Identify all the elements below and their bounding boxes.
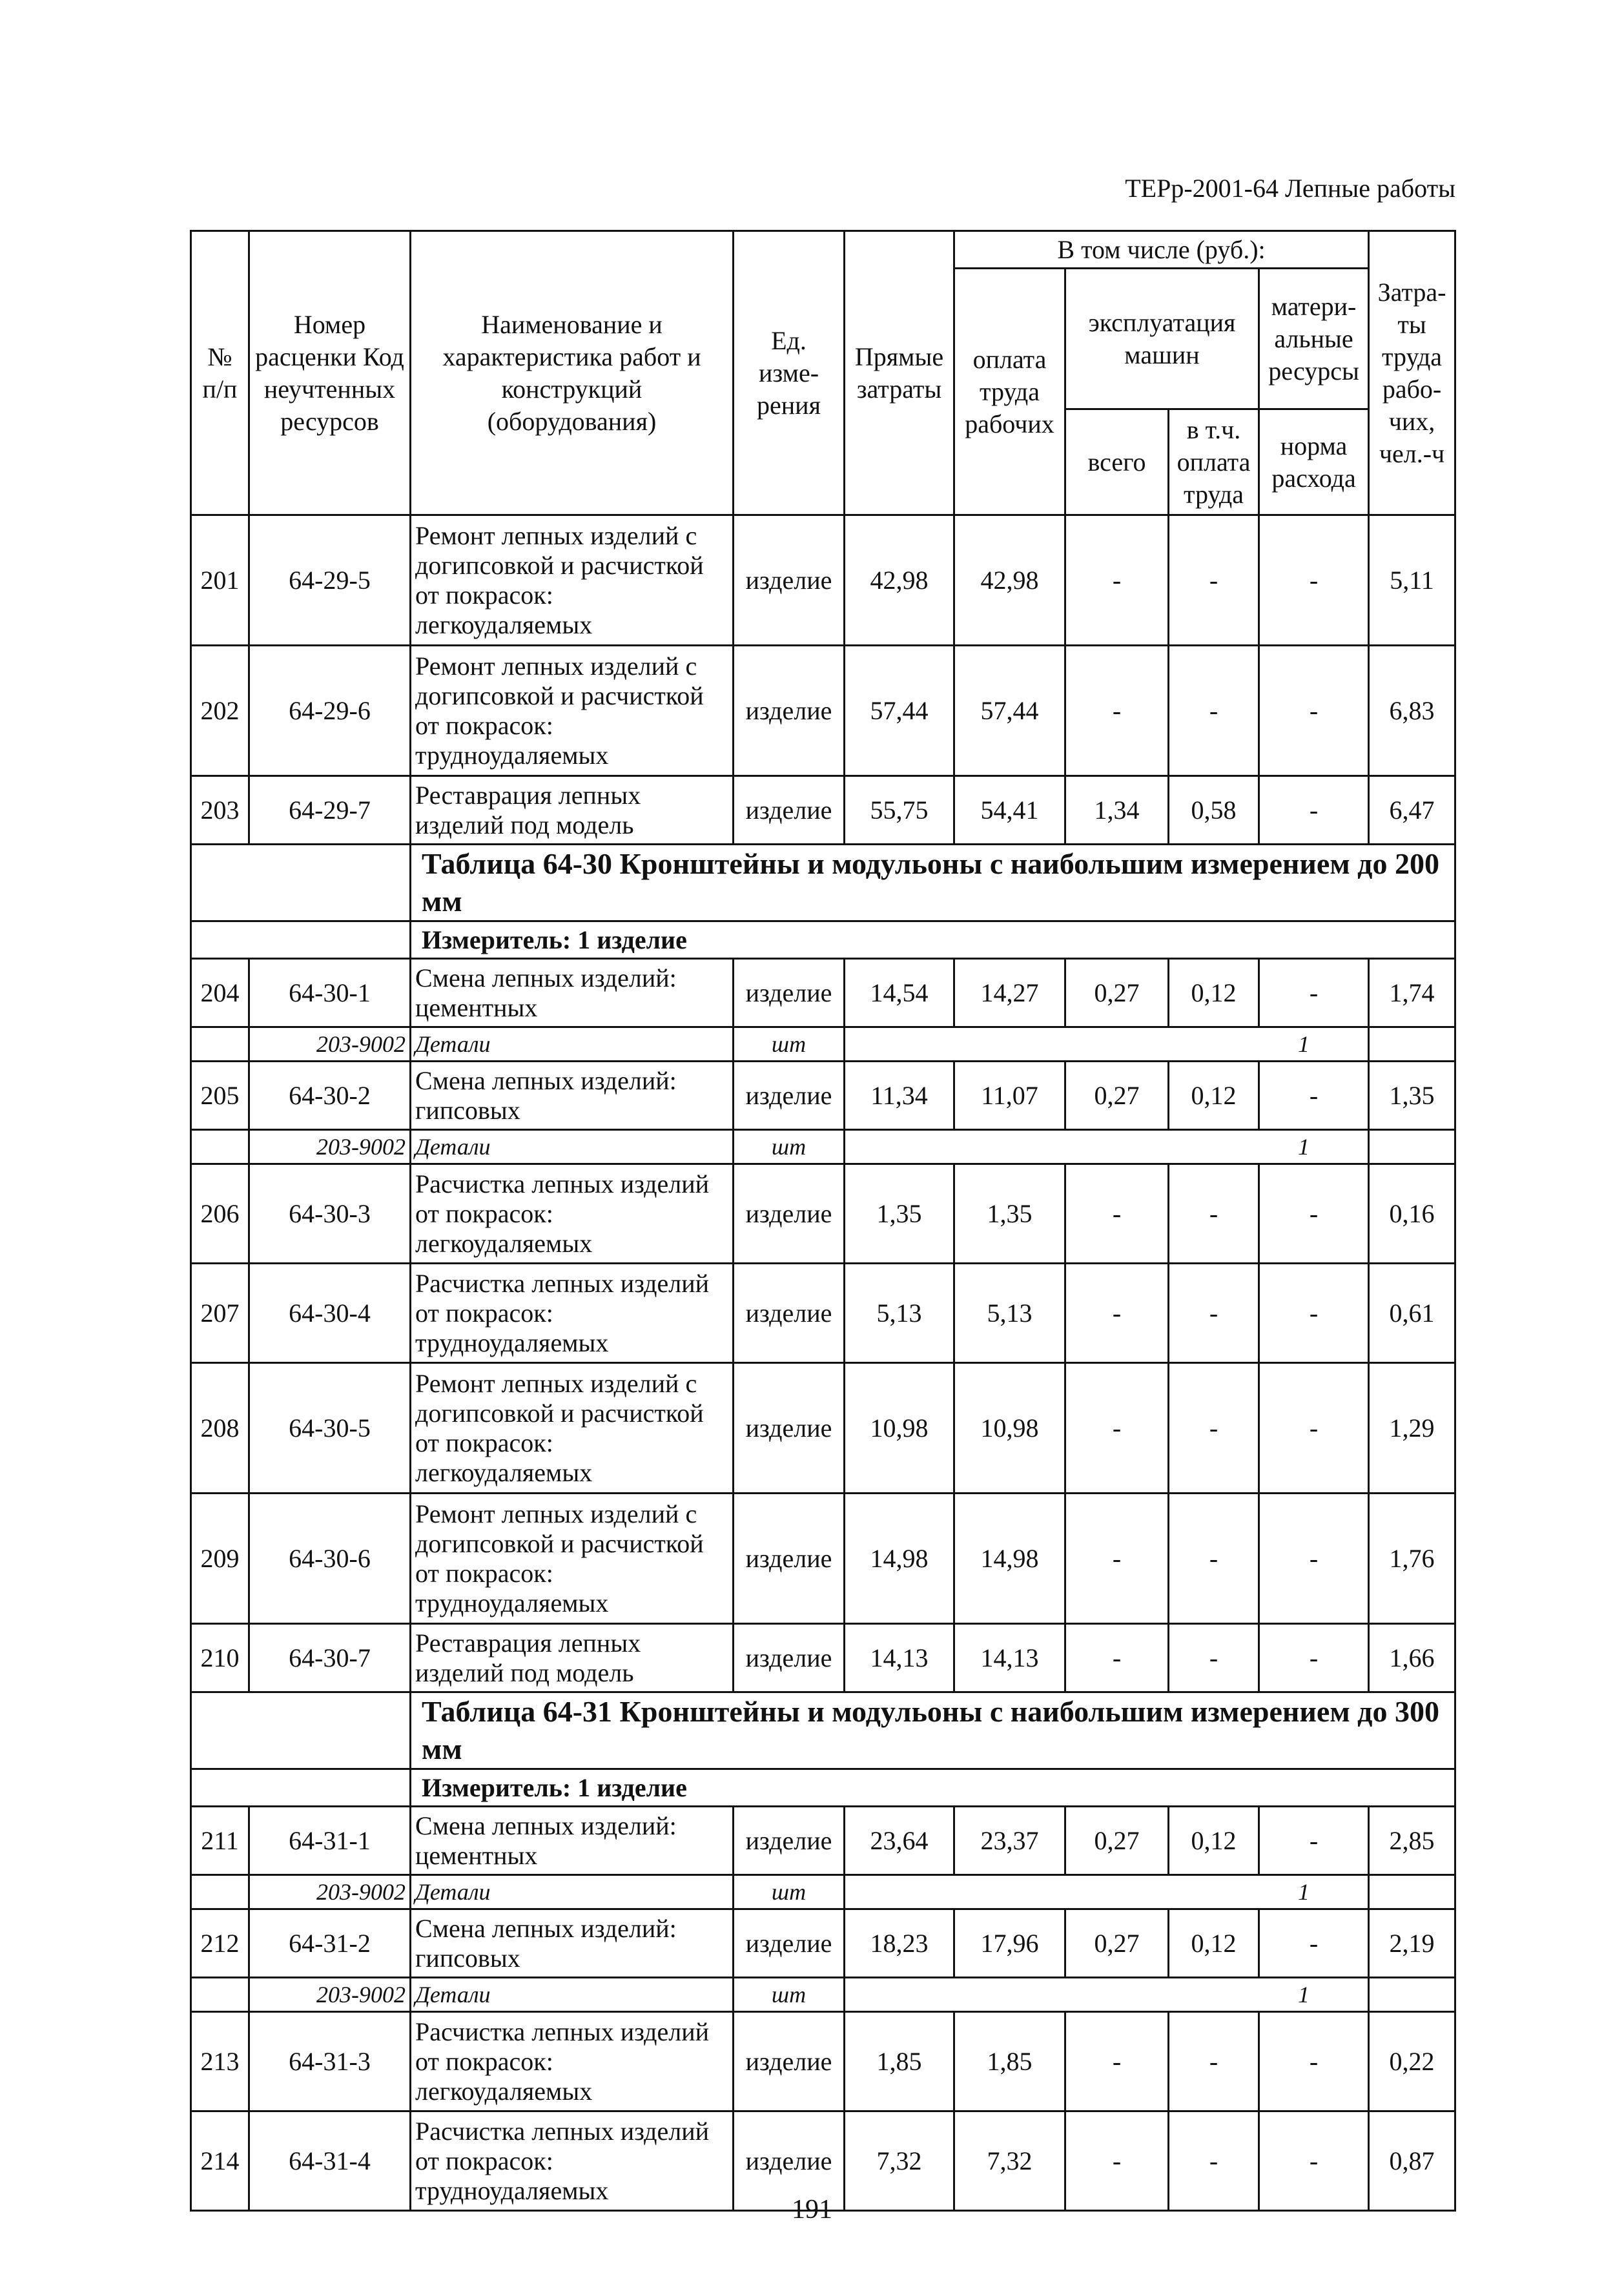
resource-name: Детали bbox=[411, 1027, 734, 1062]
row-name: Ремонт лепных изделий с догипсовкой и расчисткой от покрасок: легкоудаляемых bbox=[411, 1363, 734, 1494]
row-machines: - bbox=[1065, 1264, 1169, 1363]
row-unit: изделие bbox=[734, 776, 845, 845]
resource-code: 203-9002 bbox=[249, 1978, 411, 2012]
row-machines: - bbox=[1065, 1164, 1169, 1264]
row-labor: 0,61 bbox=[1369, 1264, 1455, 1363]
resource-name: Детали bbox=[411, 1875, 734, 1909]
row-num: 206 bbox=[191, 1164, 249, 1264]
row-unit: изделие bbox=[734, 2012, 845, 2111]
row-machines-pay: 0,58 bbox=[1169, 776, 1259, 845]
row-unit: изделие bbox=[734, 1624, 845, 1692]
row-pay: 54,41 bbox=[954, 776, 1065, 845]
row-machines: - bbox=[1065, 1363, 1169, 1494]
table-body-29 bbox=[191, 515, 1455, 845]
row-materials: - bbox=[1259, 959, 1369, 1027]
resource-name: Детали bbox=[411, 1978, 734, 2012]
resource-norm: 1 bbox=[845, 1978, 1369, 2012]
row-direct: 23,64 bbox=[845, 1807, 954, 1875]
row-num: 214 bbox=[191, 2111, 249, 2211]
row-materials: - bbox=[1259, 776, 1369, 845]
row-name: Расчистка лепных изделий от покрасок: трудноудаляемых bbox=[411, 2111, 734, 2211]
row-direct: 57,44 bbox=[845, 646, 954, 776]
header-materials: матери-альные ресурсы bbox=[1259, 269, 1369, 409]
header-machines-pay: в т.ч. оплата труда bbox=[1169, 409, 1259, 515]
table-row bbox=[191, 1164, 1455, 1264]
row-code: 64-31-4 bbox=[249, 2111, 411, 2211]
table-row bbox=[191, 646, 1455, 776]
row-materials: - bbox=[1259, 1164, 1369, 1264]
header-code: Номер расценки Код неучтенных ресурсов bbox=[249, 231, 411, 515]
row-direct: 42,98 bbox=[845, 515, 954, 646]
row-machines: 0,27 bbox=[1065, 1909, 1169, 1978]
row-code: 64-29-5 bbox=[249, 515, 411, 646]
meter-30: Измеритель: 1 изделие bbox=[411, 921, 1455, 959]
row-machines-pay: 0,12 bbox=[1169, 959, 1259, 1027]
row-code: 64-30-4 bbox=[249, 1264, 411, 1363]
row-pay: 14,98 bbox=[954, 1494, 1065, 1624]
header-name: Наименование и характеристика работ и конструкций (оборудования) bbox=[411, 231, 734, 515]
row-materials: - bbox=[1259, 646, 1369, 776]
row-code: 64-31-1 bbox=[249, 1807, 411, 1875]
row-labor bbox=[1369, 1130, 1455, 1164]
row-machines-pay: - bbox=[1169, 515, 1259, 646]
row-name: Реставрация лепных изделий под модель bbox=[411, 1624, 734, 1692]
row-machines-pay: - bbox=[1169, 2012, 1259, 2111]
row-machines: - bbox=[1065, 1624, 1169, 1692]
row-labor bbox=[1369, 1978, 1455, 2012]
row-machines-pay: 0,12 bbox=[1169, 1062, 1259, 1130]
resource-row bbox=[191, 1130, 1455, 1164]
resource-row bbox=[191, 1027, 1455, 1062]
row-code: 64-31-3 bbox=[249, 2012, 411, 2111]
row-name: Ремонт лепных изделий с догипсовкой и расчисткой от покрасок: трудноудаляемых bbox=[411, 1494, 734, 1624]
resource-unit: шт bbox=[734, 1027, 845, 1062]
header-num: № п/п bbox=[191, 231, 249, 515]
table-row bbox=[191, 1264, 1455, 1363]
row-direct: 7,32 bbox=[845, 2111, 954, 2211]
row-unit: изделие bbox=[734, 2111, 845, 2211]
row-machines-pay: - bbox=[1169, 1363, 1259, 1494]
header-unit: Ед. изме-рения bbox=[734, 231, 845, 515]
row-machines: - bbox=[1065, 2012, 1169, 2111]
row-num: 208 bbox=[191, 1363, 249, 1494]
header-materials-norm: норма расхода bbox=[1259, 409, 1369, 515]
row-machines-pay: - bbox=[1169, 1624, 1259, 1692]
row-materials: - bbox=[1259, 1909, 1369, 1978]
row-direct: 1,85 bbox=[845, 2012, 954, 2111]
row-direct: 18,23 bbox=[845, 1909, 954, 1978]
row-labor bbox=[1369, 1875, 1455, 1909]
header-incl: В том числе (руб.): bbox=[954, 231, 1369, 269]
rates-table bbox=[190, 230, 1456, 2212]
row-pay: 7,32 bbox=[954, 2111, 1065, 2211]
row-unit: изделие bbox=[734, 1264, 845, 1363]
row-num: 207 bbox=[191, 1264, 249, 1363]
row-name: Расчистка лепных изделий от покрасок: трудноудаляемых bbox=[411, 1264, 734, 1363]
row-labor: 1,74 bbox=[1369, 959, 1455, 1027]
row-pay: 11,07 bbox=[954, 1062, 1065, 1130]
row-machines-pay: - bbox=[1169, 1494, 1259, 1624]
row-direct: 1,35 bbox=[845, 1164, 954, 1264]
row-materials: - bbox=[1259, 2012, 1369, 2111]
row-machines-pay: 0,12 bbox=[1169, 1807, 1259, 1875]
resource-norm: 1 bbox=[845, 1027, 1369, 1062]
resource-code: 203-9002 bbox=[249, 1130, 411, 1164]
row-unit: изделие bbox=[734, 515, 845, 646]
row-unit: изделие bbox=[734, 646, 845, 776]
row-materials: - bbox=[1259, 2111, 1369, 2211]
row-labor: 2,19 bbox=[1369, 1909, 1455, 1978]
row-code: 64-29-7 bbox=[249, 776, 411, 845]
section-header-31 bbox=[191, 1692, 1455, 1807]
row-direct: 14,13 bbox=[845, 1624, 954, 1692]
table-row bbox=[191, 1909, 1455, 1978]
row-direct: 14,98 bbox=[845, 1494, 954, 1624]
row-num: 210 bbox=[191, 1624, 249, 1692]
row-labor: 6,47 bbox=[1369, 776, 1455, 845]
resource-unit: шт bbox=[734, 1130, 845, 1164]
row-num bbox=[191, 1027, 249, 1062]
row-materials: - bbox=[1259, 1062, 1369, 1130]
row-pay: 42,98 bbox=[954, 515, 1065, 646]
table-row bbox=[191, 2012, 1455, 2111]
row-materials: - bbox=[1259, 1363, 1369, 1494]
row-code: 64-30-6 bbox=[249, 1494, 411, 1624]
section-header-30 bbox=[191, 845, 1455, 959]
table-row bbox=[191, 1624, 1455, 1692]
row-code: 64-30-1 bbox=[249, 959, 411, 1027]
row-pay: 57,44 bbox=[954, 646, 1065, 776]
row-code: 64-31-2 bbox=[249, 1909, 411, 1978]
header-direct: Прямые затраты bbox=[845, 231, 954, 515]
resource-row bbox=[191, 1978, 1455, 2012]
row-labor: 6,83 bbox=[1369, 646, 1455, 776]
table-row bbox=[191, 1062, 1455, 1130]
row-pay: 10,98 bbox=[954, 1363, 1065, 1494]
row-unit: изделие bbox=[734, 1363, 845, 1494]
meter-31: Измеритель: 1 изделие bbox=[411, 1769, 1455, 1807]
row-name: Расчистка лепных изделий от покрасок: легкоудаляемых bbox=[411, 2012, 734, 2111]
row-num: 209 bbox=[191, 1494, 249, 1624]
row-unit: изделие bbox=[734, 1909, 845, 1978]
resource-norm: 1 bbox=[845, 1875, 1369, 1909]
row-code: 64-30-2 bbox=[249, 1062, 411, 1130]
resource-unit: шт bbox=[734, 1978, 845, 2012]
row-num: 212 bbox=[191, 1909, 249, 1978]
resource-unit: шт bbox=[734, 1875, 845, 1909]
row-direct: 5,13 bbox=[845, 1264, 954, 1363]
row-num bbox=[191, 1130, 249, 1164]
row-unit: изделие bbox=[734, 1164, 845, 1264]
row-name: Реставрация лепных изделий под модель bbox=[411, 776, 734, 845]
row-num: 202 bbox=[191, 646, 249, 776]
page-number: 191 bbox=[792, 2195, 832, 2224]
table-body-31 bbox=[191, 1807, 1455, 2211]
row-pay: 14,27 bbox=[954, 959, 1065, 1027]
row-materials: - bbox=[1259, 1494, 1369, 1624]
row-unit: изделие bbox=[734, 1807, 845, 1875]
row-machines-pay: 0,12 bbox=[1169, 1909, 1259, 1978]
header-machines-total: всего bbox=[1065, 409, 1169, 515]
row-machines: 0,27 bbox=[1065, 959, 1169, 1027]
table-row bbox=[191, 959, 1455, 1027]
row-machines-pay: - bbox=[1169, 1264, 1259, 1363]
row-machines: - bbox=[1065, 515, 1169, 646]
resource-name: Детали bbox=[411, 1130, 734, 1164]
row-materials: - bbox=[1259, 1264, 1369, 1363]
row-code: 64-30-3 bbox=[249, 1164, 411, 1264]
row-labor: 1,66 bbox=[1369, 1624, 1455, 1692]
row-name: Смена лепных изделий: цементных bbox=[411, 1807, 734, 1875]
row-code: 64-29-6 bbox=[249, 646, 411, 776]
row-machines-pay: - bbox=[1169, 2111, 1259, 2211]
row-direct: 14,54 bbox=[845, 959, 954, 1027]
row-pay: 1,85 bbox=[954, 2012, 1065, 2111]
row-code: 64-30-5 bbox=[249, 1363, 411, 1494]
row-machines: 0,27 bbox=[1065, 1807, 1169, 1875]
row-unit: изделие bbox=[734, 1062, 845, 1130]
row-materials: - bbox=[1259, 1624, 1369, 1692]
section-blank bbox=[191, 1692, 411, 1769]
table-header bbox=[191, 231, 1455, 515]
resource-code: 203-9002 bbox=[249, 1027, 411, 1062]
row-pay: 14,13 bbox=[954, 1624, 1065, 1692]
table-row bbox=[191, 1363, 1455, 1494]
row-labor: 1,76 bbox=[1369, 1494, 1455, 1624]
resource-row bbox=[191, 1875, 1455, 1909]
table-row bbox=[191, 776, 1455, 845]
row-unit: изделие bbox=[734, 959, 845, 1027]
row-pay: 1,35 bbox=[954, 1164, 1065, 1264]
section-blank bbox=[191, 1769, 411, 1807]
row-name: Расчистка лепных изделий от покрасок: легкоудаляемых bbox=[411, 1164, 734, 1264]
row-labor: 0,16 bbox=[1369, 1164, 1455, 1264]
section-title-31: Таблица 64-31 Кронштейны и модульоны с наибольшим измерением до 300 мм bbox=[411, 1692, 1455, 1769]
row-code: 64-30-7 bbox=[249, 1624, 411, 1692]
row-machines: - bbox=[1065, 2111, 1169, 2211]
row-num: 201 bbox=[191, 515, 249, 646]
row-num: 211 bbox=[191, 1807, 249, 1875]
row-name: Смена лепных изделий: цементных bbox=[411, 959, 734, 1027]
row-direct: 10,98 bbox=[845, 1363, 954, 1494]
row-direct: 55,75 bbox=[845, 776, 954, 845]
row-unit: изделие bbox=[734, 1494, 845, 1624]
row-machines: - bbox=[1065, 646, 1169, 776]
resource-norm: 1 bbox=[845, 1130, 1369, 1164]
row-name: Ремонт лепных изделий с догипсовкой и расчисткой от покрасок: трудноудаляемых bbox=[411, 646, 734, 776]
row-num: 203 bbox=[191, 776, 249, 845]
table-body-30 bbox=[191, 959, 1455, 1692]
header-machines: эксплуатация машин bbox=[1065, 269, 1259, 409]
row-labor: 1,35 bbox=[1369, 1062, 1455, 1130]
row-num: 205 bbox=[191, 1062, 249, 1130]
row-num: 204 bbox=[191, 959, 249, 1027]
row-labor: 0,87 bbox=[1369, 2111, 1455, 2211]
table-row bbox=[191, 515, 1455, 646]
row-machines: 1,34 bbox=[1065, 776, 1169, 845]
section-blank bbox=[191, 845, 411, 921]
row-num: 213 bbox=[191, 2012, 249, 2111]
row-direct: 11,34 bbox=[845, 1062, 954, 1130]
running-head: ТЕРр-2001-64 Лепные работы bbox=[1125, 174, 1455, 203]
section-blank bbox=[191, 921, 411, 959]
row-machines-pay: - bbox=[1169, 646, 1259, 776]
table-row bbox=[191, 1494, 1455, 1624]
row-materials: - bbox=[1259, 1807, 1369, 1875]
row-materials: - bbox=[1259, 515, 1369, 646]
row-labor bbox=[1369, 1027, 1455, 1062]
row-num bbox=[191, 1978, 249, 2012]
row-pay: 17,96 bbox=[954, 1909, 1065, 1978]
row-pay: 5,13 bbox=[954, 1264, 1065, 1363]
header-labor: Затра-ты труда рабо-чих, чел.-ч bbox=[1369, 231, 1455, 515]
row-labor: 2,85 bbox=[1369, 1807, 1455, 1875]
row-labor: 0,22 bbox=[1369, 2012, 1455, 2111]
row-labor: 5,11 bbox=[1369, 515, 1455, 646]
section-title-30: Таблица 64-30 Кронштейны и модульоны с наибольшим измерением до 200 мм bbox=[411, 845, 1455, 921]
row-machines: 0,27 bbox=[1065, 1062, 1169, 1130]
row-machines: - bbox=[1065, 1494, 1169, 1624]
resource-code: 203-9002 bbox=[249, 1875, 411, 1909]
row-pay: 23,37 bbox=[954, 1807, 1065, 1875]
header-labor-pay: оплата труда рабочих bbox=[954, 269, 1065, 515]
row-machines-pay: - bbox=[1169, 1164, 1259, 1264]
row-labor: 1,29 bbox=[1369, 1363, 1455, 1494]
row-num bbox=[191, 1875, 249, 1909]
table-row bbox=[191, 1807, 1455, 1875]
row-name: Смена лепных изделий: гипсовых bbox=[411, 1909, 734, 1978]
row-name: Ремонт лепных изделий с догипсовкой и расчисткой от покрасок: легкоудаляемых bbox=[411, 515, 734, 646]
rates-table-wrap bbox=[190, 230, 1454, 2212]
row-name: Смена лепных изделий: гипсовых bbox=[411, 1062, 734, 1130]
